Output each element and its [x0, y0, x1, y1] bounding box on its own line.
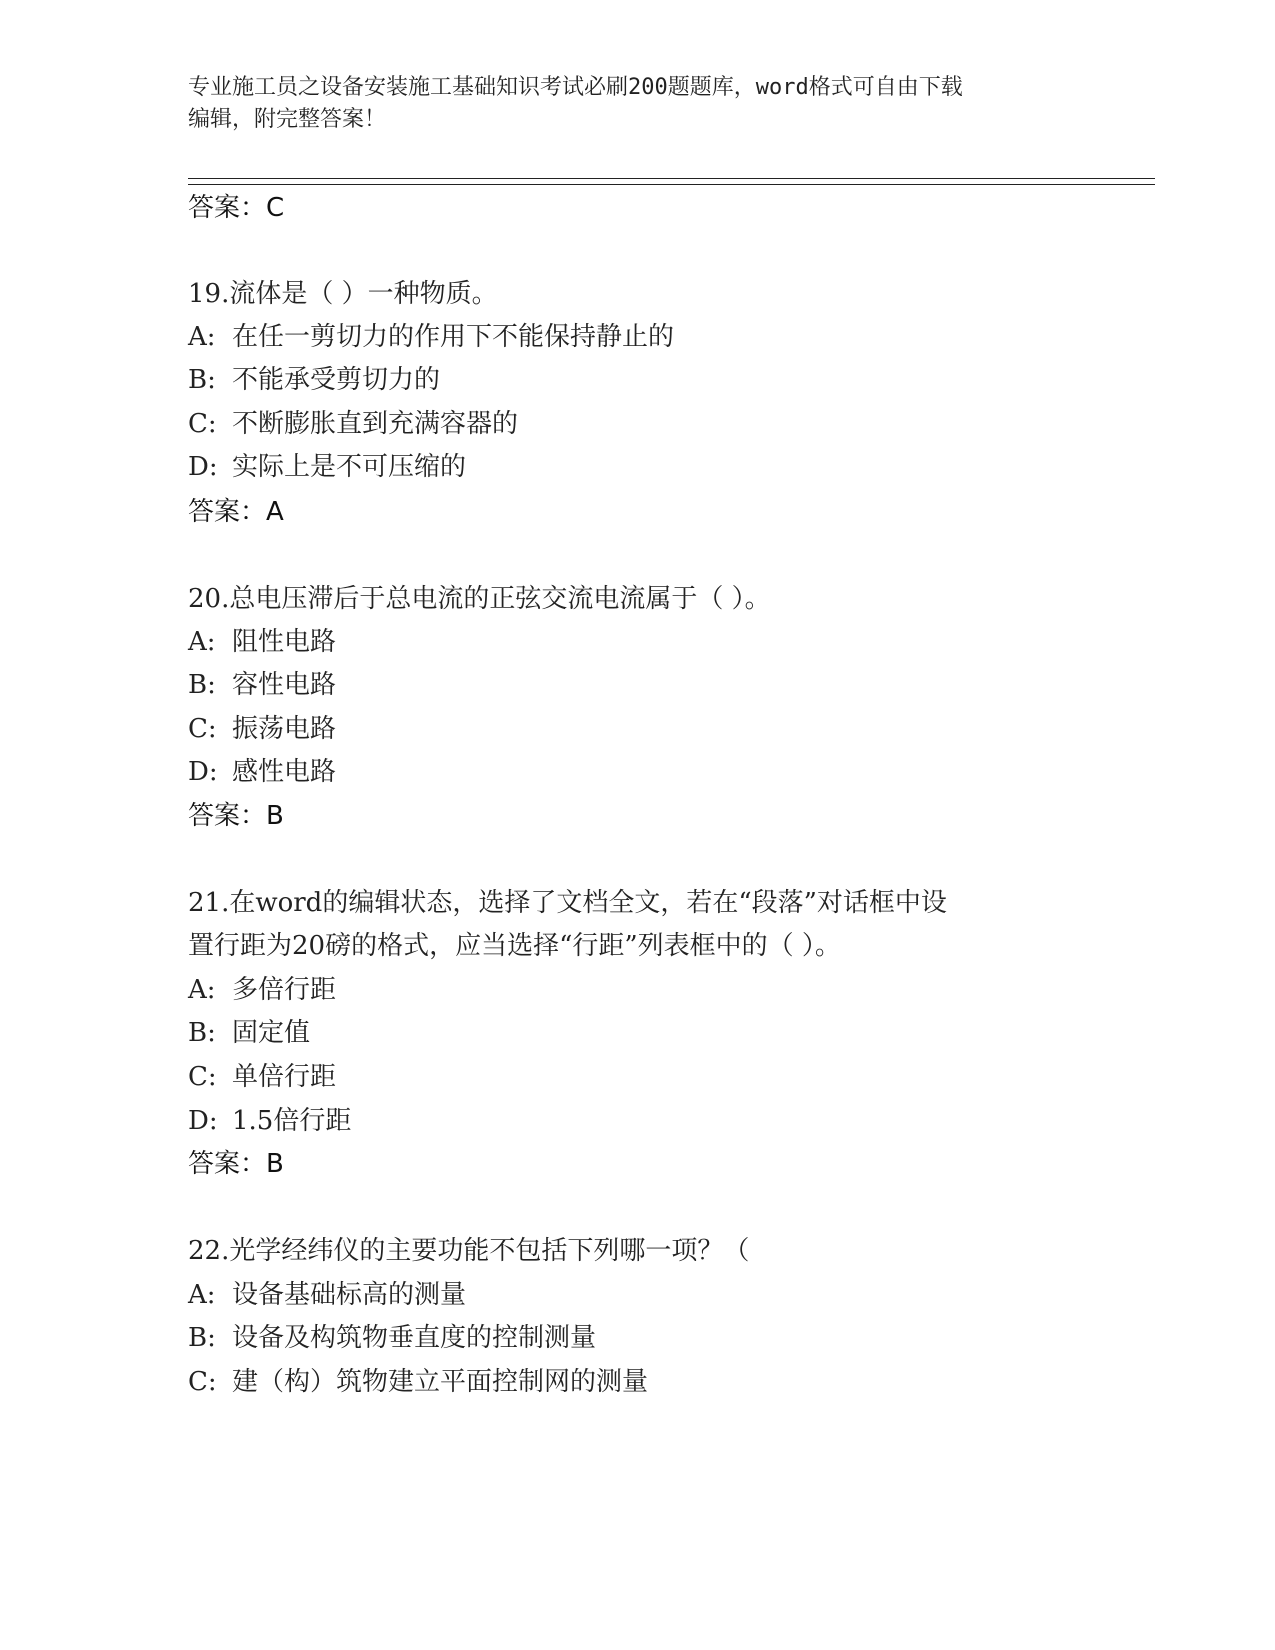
option-text: 不能承受剪切力的: [232, 365, 441, 395]
option-a: [188, 973, 336, 1007]
option-c: [188, 712, 336, 746]
option-text: 感性电路: [232, 757, 337, 787]
option-letter: A:: [188, 322, 216, 352]
option-letter: C:: [188, 409, 217, 439]
option-text: 单倍行距: [232, 1062, 337, 1092]
option-letter: D:: [188, 1106, 218, 1136]
option-letter: B:: [188, 670, 216, 700]
question-text: 20.总电压滞后于总电流的正弦交流电流属于（ ）。: [188, 584, 771, 614]
option-a: [188, 320, 674, 354]
option-letter: C:: [188, 1062, 217, 1092]
option-b: [188, 363, 440, 397]
option-b: [188, 1321, 596, 1355]
option-b: [188, 1016, 310, 1050]
option-text: 振荡电路: [232, 714, 337, 744]
option-letter: B:: [188, 1323, 216, 1353]
option-text: 阻性电路: [232, 627, 337, 657]
document-header: [188, 72, 1068, 136]
option-letter: A:: [188, 975, 216, 1005]
option-letter: B:: [188, 365, 216, 395]
answer-line: 答案：B: [188, 1149, 284, 1179]
option-c: [188, 1365, 648, 1399]
header-rule-top: [188, 178, 1155, 179]
option-letter: B:: [188, 1018, 216, 1048]
option-b: [188, 668, 336, 702]
option-letter: C:: [188, 714, 217, 744]
header-line-1: 专业施工员之设备安装施工基础知识考试必刷200题题库，word格式可自由下载: [188, 75, 963, 100]
question-text: 21.在word的编辑状态，选择了文档全文，若在“段落”对话框中设: [188, 888, 947, 918]
answer-line: 答案：C: [188, 193, 285, 223]
option-text: 实际上是不可压缩的: [232, 452, 467, 482]
option-d: [188, 450, 466, 484]
option-c: [188, 1060, 336, 1094]
question-text: 19.流体是（ ）一种物质。: [188, 279, 498, 309]
question-text: 22.光学经纬仪的主要功能不包括下列哪一项？（: [188, 1236, 750, 1266]
option-text: 不断膨胀直到充满容器的: [232, 409, 519, 439]
option-letter: D:: [188, 757, 218, 787]
option-text: 容性电路: [232, 670, 337, 700]
option-letter: D:: [188, 452, 218, 482]
option-c: [188, 407, 518, 441]
option-d: [188, 1104, 351, 1138]
option-text: 设备及构筑物垂直度的控制测量: [232, 1323, 597, 1353]
option-text: 在任一剪切力的作用下不能保持静止的: [232, 322, 675, 352]
question-text: 置行距为20磅的格式，应当选择“行距”列表框中的（ ）。: [188, 931, 841, 961]
option-letter: C:: [188, 1367, 217, 1397]
option-text: 固定值: [232, 1018, 311, 1048]
answer-line: 答案：A: [188, 497, 284, 527]
option-text: 1.5倍行距: [232, 1106, 352, 1136]
option-text: 建（构）筑物建立平面控制网的测量: [232, 1367, 649, 1397]
option-a: [188, 625, 336, 659]
option-a: [188, 1278, 466, 1312]
answer-line: 答案：B: [188, 801, 284, 831]
option-text: 多倍行距: [232, 975, 337, 1005]
option-letter: A:: [188, 1280, 216, 1310]
header-line-2: 编辑，附完整答案！: [188, 107, 387, 132]
option-d: [188, 755, 336, 789]
option-letter: A:: [188, 627, 216, 657]
option-text: 设备基础标高的测量: [232, 1280, 467, 1310]
header-rule-bottom: [188, 184, 1155, 185]
